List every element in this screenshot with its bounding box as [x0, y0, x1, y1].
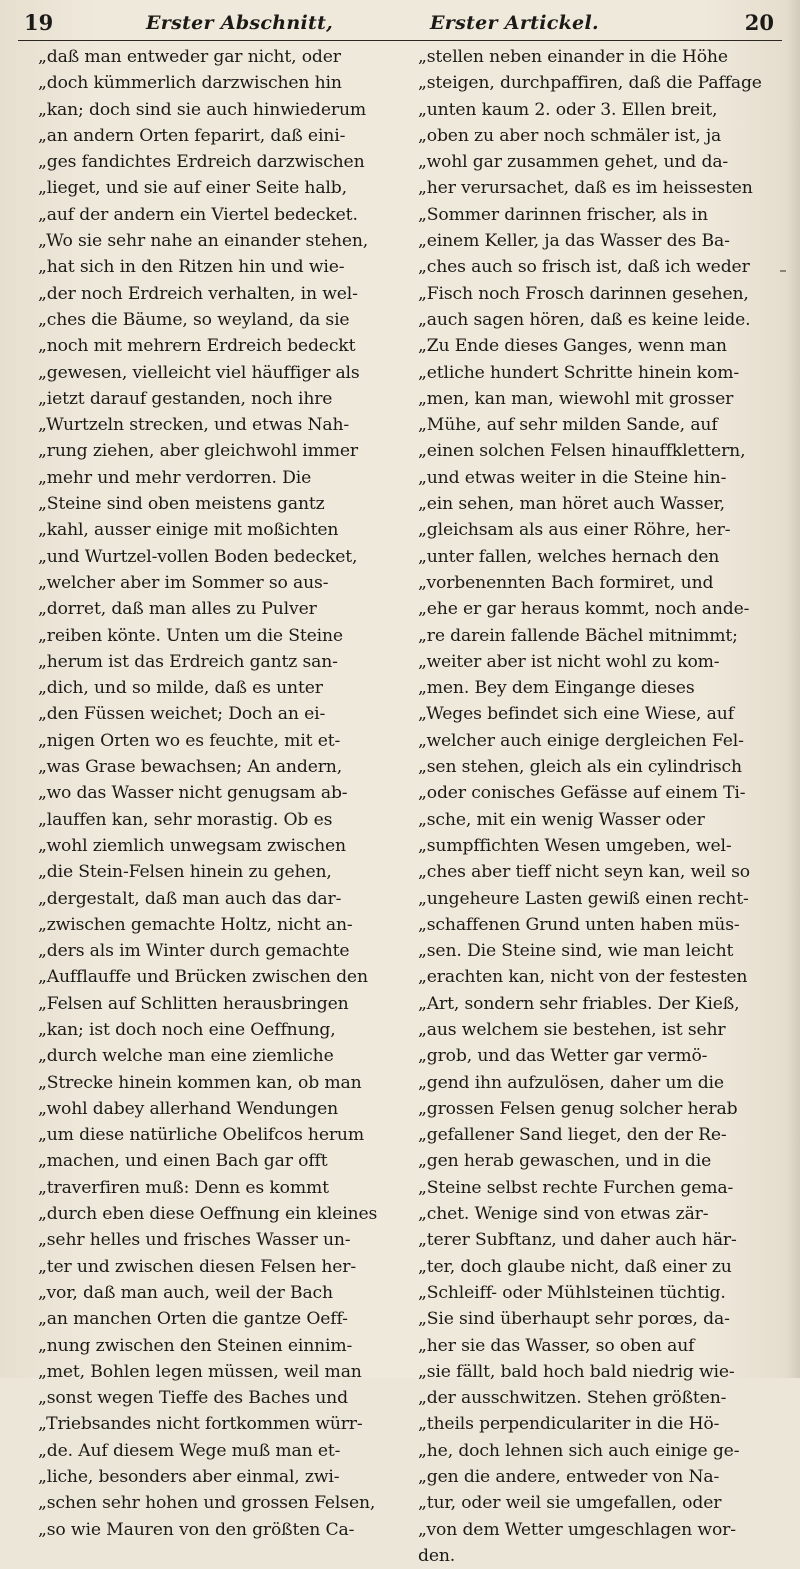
- text-line: „dorret, daß man alles zu Pulver: [38, 599, 317, 620]
- text-line: „ter, doch glaube nicht, daß einer zu: [418, 1256, 732, 1277]
- text-line: „dergestalt, daß man auch das dar-: [38, 888, 342, 909]
- text-line: „Wo sie sehr nahe an einander stehen,: [38, 231, 369, 252]
- text-line: „Sommer darinnen frischer, als in: [418, 204, 708, 225]
- text-line: „schaffenen Grund unten haben müs-: [418, 914, 740, 935]
- text-line: „kan; ist doch noch eine Oeffnung,: [38, 1019, 336, 1040]
- text-line: „reiben könte. Unten um die Steine: [38, 625, 343, 646]
- text-line: „Schleiff- oder Mühlsteinen tüchtig.: [418, 1282, 726, 1303]
- text-line: „grob, und das Wetter gar vermö-: [418, 1046, 708, 1067]
- text-line: „ietzt darauf gestanden, noch ihre: [38, 388, 333, 409]
- text-line: „an manchen Orten die gantze Oeff-: [38, 1309, 348, 1330]
- text-line: „sehr helles und frisches Wasser un-: [38, 1230, 351, 1251]
- text-line: „vor, daß man auch, weil der Bach: [38, 1282, 333, 1303]
- running-head: [18, 6, 782, 41]
- text-line: „der noch Erdreich verhalten, in wel-: [38, 283, 358, 304]
- text-line: „men, kan man, wiewohl mit grosser: [418, 388, 734, 409]
- right-text-column: [418, 44, 768, 1569]
- text-line: „ges fandichtes Erdreich darzwischen: [38, 152, 365, 173]
- text-line: „re darein fallende Bächel mitnimmt;: [418, 625, 738, 646]
- text-line: „durch welche man eine ziemliche: [38, 1046, 334, 1067]
- text-line: „Zu Ende dieses Ganges, wenn man: [418, 336, 727, 357]
- text-line: „met, Bohlen legen müssen, weil man: [38, 1361, 362, 1382]
- text-line: „gefallener Sand lieget, den der Re-: [418, 1125, 727, 1146]
- left-page-number: 19: [24, 10, 54, 35]
- text-line: „lieget, und sie auf einer Seite halb,: [38, 178, 347, 199]
- text-line: „gewesen, vielleicht viel häuffiger als: [38, 362, 360, 383]
- text-line: „Felsen auf Schlitten herausbringen: [38, 993, 349, 1014]
- text-line: „Mühe, auf sehr milden Sande, auf: [418, 415, 718, 436]
- text-line: „wohl ziemlich unwegsam zwischen: [38, 835, 346, 856]
- text-line: „sumpffichten Wesen umgeben, wel-: [418, 835, 732, 856]
- text-line: „durch eben diese Oeffnung ein kleines: [38, 1204, 378, 1225]
- text-line: „ehe er gar heraus kommt, noch ande-: [418, 599, 750, 620]
- text-line: „den Füssen weichet; Doch an ei-: [38, 704, 326, 725]
- text-line: „ter und zwischen diesen Felsen her-: [38, 1256, 356, 1277]
- text-line: „theils perpendiculariter in die Hö-: [418, 1414, 720, 1435]
- text-line: „unter fallen, welches hernach den: [418, 546, 720, 567]
- text-line: „sche, mit ein wenig Wasser oder: [418, 809, 705, 830]
- text-line: „Wurtzeln strecken, und etwas Nah-: [38, 415, 350, 436]
- text-line: „auf der andern ein Viertel bedecket.: [38, 204, 358, 225]
- text-line: „he, doch lehnen sich auch einige ge-: [418, 1440, 740, 1461]
- text-line: „wohl gar zusammen gehet, und da-: [418, 152, 729, 173]
- text-line: „schen sehr hohen und grossen Felsen,: [38, 1493, 376, 1514]
- text-line: „gend ihn aufzulösen, daher um die: [418, 1072, 724, 1093]
- text-line: „wo das Wasser nicht genugsam ab-: [38, 783, 348, 804]
- text-line: „her verursachet, daß es im heissesten: [418, 178, 753, 199]
- text-line: „kan; doch sind sie auch hinwiederum: [38, 99, 367, 120]
- text-line: „gen die andere, entweder von Na-: [418, 1467, 720, 1488]
- text-line: „so wie Mauren von den größten Ca-: [38, 1519, 355, 1540]
- text-line: „was Grase bewachsen; An andern,: [38, 757, 343, 778]
- text-line: „sen. Die Steine sind, wie man leicht: [418, 941, 734, 962]
- text-line: „hat sich in den Ritzen hin und wie-: [38, 257, 345, 278]
- text-line: „einen solchen Felsen hinauffklettern,: [418, 441, 746, 462]
- text-line: „weiter aber ist nicht wohl zu kom-: [418, 651, 720, 672]
- text-line: „dich, und so milde, daß es unter: [38, 678, 323, 699]
- text-line: „machen, und einen Bach gar offt: [38, 1151, 328, 1172]
- text-line: „ungeheure Lasten gewiß einen recht-: [418, 888, 749, 909]
- text-line: „Art, sondern sehr friables. Der Kieß,: [418, 993, 740, 1014]
- text-line: „men. Bey dem Eingange dieses: [418, 678, 695, 699]
- text-line: „nung zwischen den Steinen einnim-: [38, 1335, 353, 1356]
- text-line: „her sie das Wasser, so oben auf: [418, 1335, 695, 1356]
- text-line: „lauffen kan, sehr morastig. Ob es: [38, 809, 333, 830]
- right-page-number: 20: [744, 10, 774, 35]
- text-line: „herum ist das Erdreich gantz san-: [38, 651, 338, 672]
- text-line: „etliche hundert Schritte hinein kom-: [418, 362, 740, 383]
- text-line: „liche, besonders aber einmal, zwi-: [38, 1467, 340, 1488]
- left-running-title: Erster Abschnitt,: [146, 12, 334, 34]
- text-line: „zwischen gemachte Holtz, nicht an-: [38, 914, 353, 935]
- text-line: „Sie sind überhaupt sehr porœs, da-: [418, 1309, 730, 1330]
- text-line: „an andern Orten feparirt, daß eini-: [38, 125, 346, 146]
- text-line: „sonst wegen Tieffe des Baches und: [38, 1388, 348, 1409]
- text-line: „auch sagen hören, daß es keine leide.: [418, 309, 751, 330]
- text-line: „terer Subftanz, und daher auch här-: [418, 1230, 737, 1251]
- text-line: „Triebsandes nicht fortkommen würr-: [38, 1414, 363, 1435]
- text-line: „unten kaum 2. oder 3. Ellen breit,: [418, 99, 718, 120]
- text-line: „welcher auch einige dergleichen Fel-: [418, 730, 744, 751]
- right-running-title: Erster Artickel.: [430, 12, 599, 34]
- text-line: „mehr und mehr verdorren. Die: [38, 467, 312, 488]
- left-text-column: [38, 44, 388, 1543]
- page-edge-shadow: [786, 0, 800, 1378]
- text-line: „ein sehen, man höret auch Wasser,: [418, 494, 725, 515]
- text-line: „oben zu aber noch schmäler ist, ja: [418, 125, 722, 146]
- text-line: „grossen Felsen genug solcher herab: [418, 1098, 738, 1119]
- text-line: „oder conisches Gefässe auf einem Ti-: [418, 783, 746, 804]
- text-line: „Steine selbst rechte Furchen gema-: [418, 1177, 734, 1198]
- text-line: „gleichsam als aus einer Röhre, her-: [418, 520, 731, 541]
- text-line: „vorbenennten Bach formiret, und: [418, 572, 714, 593]
- text-line: den.: [418, 1545, 456, 1566]
- text-line: „tur, oder weil sie umgefallen, oder: [418, 1493, 722, 1514]
- text-line: „kahl, ausser einige mit moßichten: [38, 520, 339, 541]
- text-line: „um diese natürliche Obelifcos herum: [38, 1125, 364, 1146]
- text-line: „noch mit mehrern Erdreich bedeckt: [38, 336, 356, 357]
- text-line: „ches aber tieff nicht seyn kan, weil so: [418, 862, 750, 883]
- text-line: „ches die Bäume, so weyland, da sie: [38, 309, 350, 330]
- text-line: „einem Keller, ja das Wasser des Ba-: [418, 231, 730, 252]
- text-line: „die Stein-Felsen hinein zu gehen,: [38, 862, 332, 883]
- text-line: „von dem Wetter umgeschlagen wor-: [418, 1519, 736, 1540]
- text-line: „Aufflauffe und Brücken zwischen den: [38, 967, 368, 988]
- text-line: „steigen, durchpaffiren, daß die Paffage: [418, 73, 762, 94]
- text-line: „doch kümmerlich darzwischen hin: [38, 73, 342, 94]
- text-line: „daß man entweder gar nicht, oder: [38, 47, 341, 67]
- text-line: „nigen Orten wo es feuchte, mit et-: [38, 730, 341, 751]
- text-line: „sen stehen, gleich als ein cylindrisch: [418, 757, 742, 778]
- text-line: „ches auch so frisch ist, daß ich weder: [418, 257, 750, 278]
- text-line: „de. Auf diesem Wege muß man et-: [38, 1440, 341, 1461]
- text-line: „wohl dabey allerhand Wendungen: [38, 1098, 339, 1119]
- text-line: „erachten kan, nicht von der festesten: [418, 967, 748, 988]
- text-line: „welcher aber im Sommer so aus-: [38, 572, 329, 593]
- text-line: „chet. Wenige sind von etwas zär-: [418, 1204, 709, 1225]
- text-line: „aus welchem sie bestehen, ist sehr: [418, 1019, 726, 1040]
- text-line: „rung ziehen, aber gleichwohl immer: [38, 441, 358, 462]
- text-line: „Strecke hinein kommen kan, ob man: [38, 1072, 362, 1093]
- text-line: „und Wurtzel-vollen Boden bedecket,: [38, 546, 358, 567]
- text-line: „sie fällt, bald hoch bald niedrig wie-: [418, 1361, 735, 1382]
- text-line: „Fisch noch Frosch darinnen gesehen,: [418, 283, 749, 304]
- text-line: „und etwas weiter in die Steine hin-: [418, 467, 727, 488]
- text-line: „Weges befindet sich eine Wiese, auf: [418, 704, 734, 725]
- text-line: „ders als im Winter durch gemachte: [38, 941, 350, 962]
- text-line: „traverfiren muß: Denn es kommt: [38, 1177, 329, 1198]
- text-line: „Steine sind oben meistens gantz: [38, 494, 325, 515]
- text-line: „stellen neben einander in die Höhe: [418, 47, 728, 67]
- text-line: „gen herab gewaschen, und in die: [418, 1151, 712, 1172]
- text-line: „der ausschwitzen. Stehen größten-: [418, 1388, 727, 1409]
